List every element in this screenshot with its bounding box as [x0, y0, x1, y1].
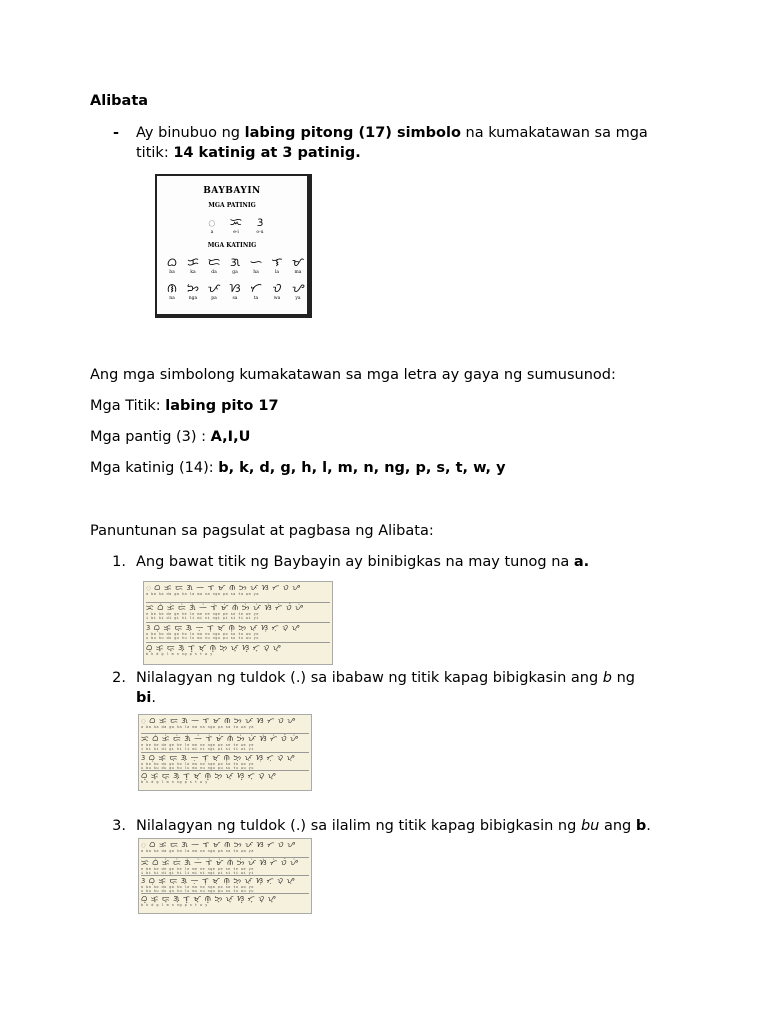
syllable-latin: u bu ku du gu hu lu mu nu ngu pu su tu wu yu	[141, 765, 254, 770]
syllable-latin: o bo ko do go ho lo mo no ngo po so to wo yo	[141, 761, 254, 766]
syllable-table-image-2	[138, 714, 312, 791]
syllable-table-row	[146, 623, 330, 643]
glyph-label: wa	[273, 296, 281, 301]
rule-number: 3.	[112, 818, 126, 834]
consonants-header: MGA KATINIG	[207, 242, 257, 249]
syllable-latin: i bi ki di gi hi li mi ni ngi pi si ti wi yi	[141, 871, 254, 875]
syllable-latin: i bi ki di gi hi li mi ni ngi pi si ti wi yi	[146, 616, 259, 620]
syllable-latin: e be ke de ge he le me ne nge pe se te we ye	[146, 612, 259, 616]
baybayin-glyph	[249, 256, 263, 276]
rule-3-text: Nilalagyan ng tuldok (.) sa ilalim ng titik kapag bibigkasin ng bu ang b.	[136, 818, 651, 834]
baybayin-glyph	[205, 216, 219, 236]
syllable-table-row	[146, 603, 330, 623]
baybayin-glyph	[270, 256, 284, 276]
glyph-label: ga	[232, 270, 238, 275]
glyph-symbol: ᜋ	[291, 255, 305, 269]
katinig-line: Mga katinig (14): b, k, d, g, h, l, m, n, ng, p, s, t, w, y	[90, 460, 506, 476]
glyph-symbol: ᜅ	[186, 281, 200, 295]
glyph-label: da	[211, 270, 217, 275]
syllable-symbols: ᜊ᜔ ᜃ᜔ ᜇ᜔ ᜄ᜔ ᜎ᜔ ᜋ᜔ ᜈ᜔ ᜅ᜔ ᜉ᜔ ᜐ᜔ ᜆ᜔ ᜏ᜔ ᜌ᜔	[146, 643, 280, 652]
glyph-label: ba	[169, 270, 175, 275]
glyph-symbol: ᜌ	[291, 281, 305, 295]
syllable-symbols: ᜁ ᜊᜒ ᜃᜒ ᜇᜒ ᜄᜒ ᜑᜒ ᜎᜒ ᜋᜒ ᜈᜒ ᜅᜒ ᜉᜒ ᜐᜒ ᜆᜒ ᜏᜒ ᜌᜒ	[141, 858, 298, 867]
glyph-label: ka	[190, 270, 196, 275]
syllable-latin: a ba ka da ga ha la ma na nga pa sa ta wa ya	[141, 849, 254, 853]
glyph-symbol: ᜎ	[271, 255, 283, 269]
glyph-label: e-i	[233, 230, 239, 235]
syllable-latin: b k d g l m n ng p s t w y	[146, 652, 213, 656]
syllable-table-row	[141, 840, 309, 858]
syllable-table-row	[141, 716, 309, 734]
baybayin-glyph	[207, 282, 221, 302]
syllable-symbols: ᜊ᜔ ᜃ᜔ ᜇ᜔ ᜄ᜔ ᜎ᜔ ᜋ᜔ ᜈ᜔ ᜅ᜔ ᜉ᜔ ᜐ᜔ ᜆ᜔ ᜏ᜔ ᜌ᜔	[141, 770, 275, 780]
glyph-symbol: ᜀ	[208, 215, 216, 229]
baybayin-glyph	[253, 216, 267, 236]
consonant-glyph-row-1	[165, 256, 305, 276]
titik-line: Mga Titik: labing pito 17	[90, 398, 279, 414]
glyph-symbol: ᜃ	[187, 255, 199, 269]
syllable-latin: o bo ko do go ho lo mo no ngo po so to wo yo	[146, 632, 259, 636]
syllable-symbols: ᜀ ᜊ ᜃ ᜇ ᜄ ᜑ ᜎ ᜋ ᜈ ᜅ ᜉ ᜐ ᜆ ᜏ ᜌ	[141, 840, 295, 849]
glyph-symbol: ᜐ	[229, 281, 241, 295]
syllable-symbols: ᜀ ᜊ ᜃ ᜇ ᜄ ᜑ ᜎ ᜋ ᜈ ᜅ ᜉ ᜐ ᜆ ᜏ ᜌ	[146, 583, 300, 592]
syllable-table-image-1	[143, 581, 333, 665]
syllable-latin: o bo ko do go ho lo mo no ngo po so to wo yo	[141, 885, 254, 889]
baybayin-glyph	[270, 282, 284, 302]
syllable-latin: u bu ku du gu hu lu mu nu ngu pu su tu wu yu	[141, 889, 254, 893]
syllable-table-row	[141, 894, 309, 911]
glyph-label: ta	[253, 296, 259, 301]
glyph-symbol: ᜇ	[207, 255, 221, 269]
baybayin-chart-image	[155, 174, 312, 318]
rule-number: 1.	[112, 554, 126, 570]
glyph-label: o-u	[256, 230, 264, 235]
glyph-label: sa	[232, 296, 238, 301]
baybayin-glyph	[186, 256, 200, 276]
syllable-table-image-3	[138, 838, 312, 914]
syllable-latin: u bu ku du gu hu lu mu nu ngu pu su tu wu yu	[146, 636, 259, 640]
syllable-symbols: ᜂ ᜊᜓ ᜃᜓ ᜇᜓ ᜄᜓ ᜑᜓ ᜎᜓ ᜋᜓ ᜈᜓ ᜅᜓ ᜉᜓ ᜐᜓ ᜆᜓ ᜏᜓ ᜌᜓ	[141, 752, 294, 762]
glyph-label: na	[169, 296, 175, 301]
rules-heading: Panuntunan sa pagsulat at pagbasa ng Alibata:	[90, 523, 434, 539]
baybayin-glyph	[229, 216, 243, 236]
baybayin-glyph	[186, 282, 200, 302]
baybayin-glyph	[228, 282, 242, 302]
syllable-latin: e be ke de ge he le me ne nge pe se te we ye	[141, 743, 254, 748]
glyph-label: ya	[295, 296, 301, 301]
syllable-symbols: ᜁ ᜊᜒ ᜃᜒ ᜇᜒ ᜄᜒ ᜑᜒ ᜎᜒ ᜋᜒ ᜈᜒ ᜅᜒ ᜉᜒ ᜐᜒ ᜆᜒ ᜏᜒ ᜌᜒ	[146, 603, 303, 612]
consonant-glyph-row-2	[165, 282, 305, 302]
glyph-symbol: ᜈ	[166, 281, 178, 295]
page-title: Alibata	[90, 93, 149, 109]
glyph-label: a	[210, 230, 214, 235]
intro-text: Ang mga simbolong kumakatawan sa mga letra ay gaya ng sumusunod:	[90, 367, 616, 383]
syllable-symbols: ᜀ ᜊ ᜃ ᜇ ᜄ ᜑ ᜎ ᜋ ᜈ ᜅ ᜉ ᜐ ᜆ ᜏ ᜌ	[141, 716, 295, 725]
glyph-symbol: ᜉ	[207, 281, 221, 295]
syllable-latin: a ba ka da ga ha la ma na nga pa sa ta wa ya	[141, 725, 254, 729]
vowel-glyph-row	[205, 216, 267, 236]
syllable-table-row	[141, 753, 309, 771]
baybayin-glyph	[165, 256, 179, 276]
syllable-table-row	[146, 643, 330, 662]
glyph-symbol: ᜄ	[229, 255, 241, 269]
glyph-symbol: ᜆ	[250, 281, 262, 295]
baybayin-glyph	[291, 282, 305, 302]
chart-title: BAYBAYIN	[203, 186, 261, 196]
syllable-table-row	[141, 771, 309, 788]
baybayin-glyph	[165, 282, 179, 302]
glyph-symbol: ᜁ	[229, 215, 243, 229]
glyph-symbol: ᜊ	[166, 255, 178, 269]
glyph-symbol: ᜏ	[272, 281, 282, 295]
glyph-label: pa	[211, 296, 217, 301]
bullet-marker: -	[113, 125, 120, 141]
rule-number: 2.	[112, 670, 126, 686]
rule-2-text: Nilalagyan ng tuldok (.) sa ibabaw ng titik kapag bibigkasin ang b ng bi.	[136, 670, 635, 706]
syllable-latin: e be ke de ge he le me ne nge pe se te we ye	[141, 867, 254, 871]
rule-1-text: Ang bawat titik ng Baybayin ay binibigkas na may tunog na a.	[136, 554, 590, 570]
baybayin-glyph	[228, 256, 242, 276]
glyph-symbol: ᜂ	[256, 215, 264, 229]
syllable-latin: a ba ka da ga ha la ma na nga pa sa ta wa ya	[146, 592, 259, 596]
baybayin-glyph	[207, 256, 221, 276]
syllable-latin: b k d g l m n ng p s t w y	[141, 903, 208, 907]
glyph-label: nga	[188, 296, 198, 301]
glyph-symbol: ᜑ	[249, 255, 263, 269]
syllable-latin: b k d g l m n ng p s t w y	[141, 779, 208, 784]
bullet-text: Ay binubuo ng labing pitong (17) simbolo na kumakatawan sa mga titik: 14 katinig at 3 patinig.	[136, 125, 648, 161]
syllable-table-row	[141, 876, 309, 894]
pantig-line: Mga pantig (3) : A,I,U	[90, 429, 251, 445]
glyph-label: la	[274, 270, 280, 275]
vowels-header: MGA PATINIG	[208, 202, 256, 209]
syllable-symbols: ᜁ ᜊᜒ ᜃᜒ ᜇᜒ ᜄᜒ ᜑᜒ ᜎᜒ ᜋᜒ ᜈᜒ ᜅᜒ ᜉᜒ ᜐᜒ ᜆᜒ ᜏᜒ ᜌᜒ	[141, 734, 298, 744]
baybayin-glyph	[291, 256, 305, 276]
syllable-symbols: ᜂ ᜊᜓ ᜃᜓ ᜇᜓ ᜄᜓ ᜑᜓ ᜎᜓ ᜋᜓ ᜈᜓ ᜅᜓ ᜉᜓ ᜐᜓ ᜆᜓ ᜏᜓ ᜌᜓ	[146, 623, 299, 632]
baybayin-glyph	[249, 282, 263, 302]
syllable-symbols: ᜊ᜔ ᜃ᜔ ᜇ᜔ ᜄ᜔ ᜎ᜔ ᜋ᜔ ᜈ᜔ ᜅ᜔ ᜉ᜔ ᜐ᜔ ᜆ᜔ ᜏ᜔ ᜌ᜔	[141, 894, 275, 903]
syllable-table-row	[146, 583, 330, 603]
syllable-symbols: ᜂ ᜊᜓ ᜃᜓ ᜇᜓ ᜄᜓ ᜑᜓ ᜎᜓ ᜋᜓ ᜈᜓ ᜅᜓ ᜉᜓ ᜐᜓ ᜆᜓ ᜏᜓ ᜌᜓ	[141, 876, 294, 885]
glyph-label: ma	[294, 270, 302, 275]
syllable-latin: i bi ki di gi hi li mi ni ngi pi si ti wi yi	[141, 747, 254, 752]
syllable-table-row	[141, 734, 309, 752]
glyph-label: ha	[253, 270, 259, 275]
syllable-table-row	[141, 858, 309, 876]
